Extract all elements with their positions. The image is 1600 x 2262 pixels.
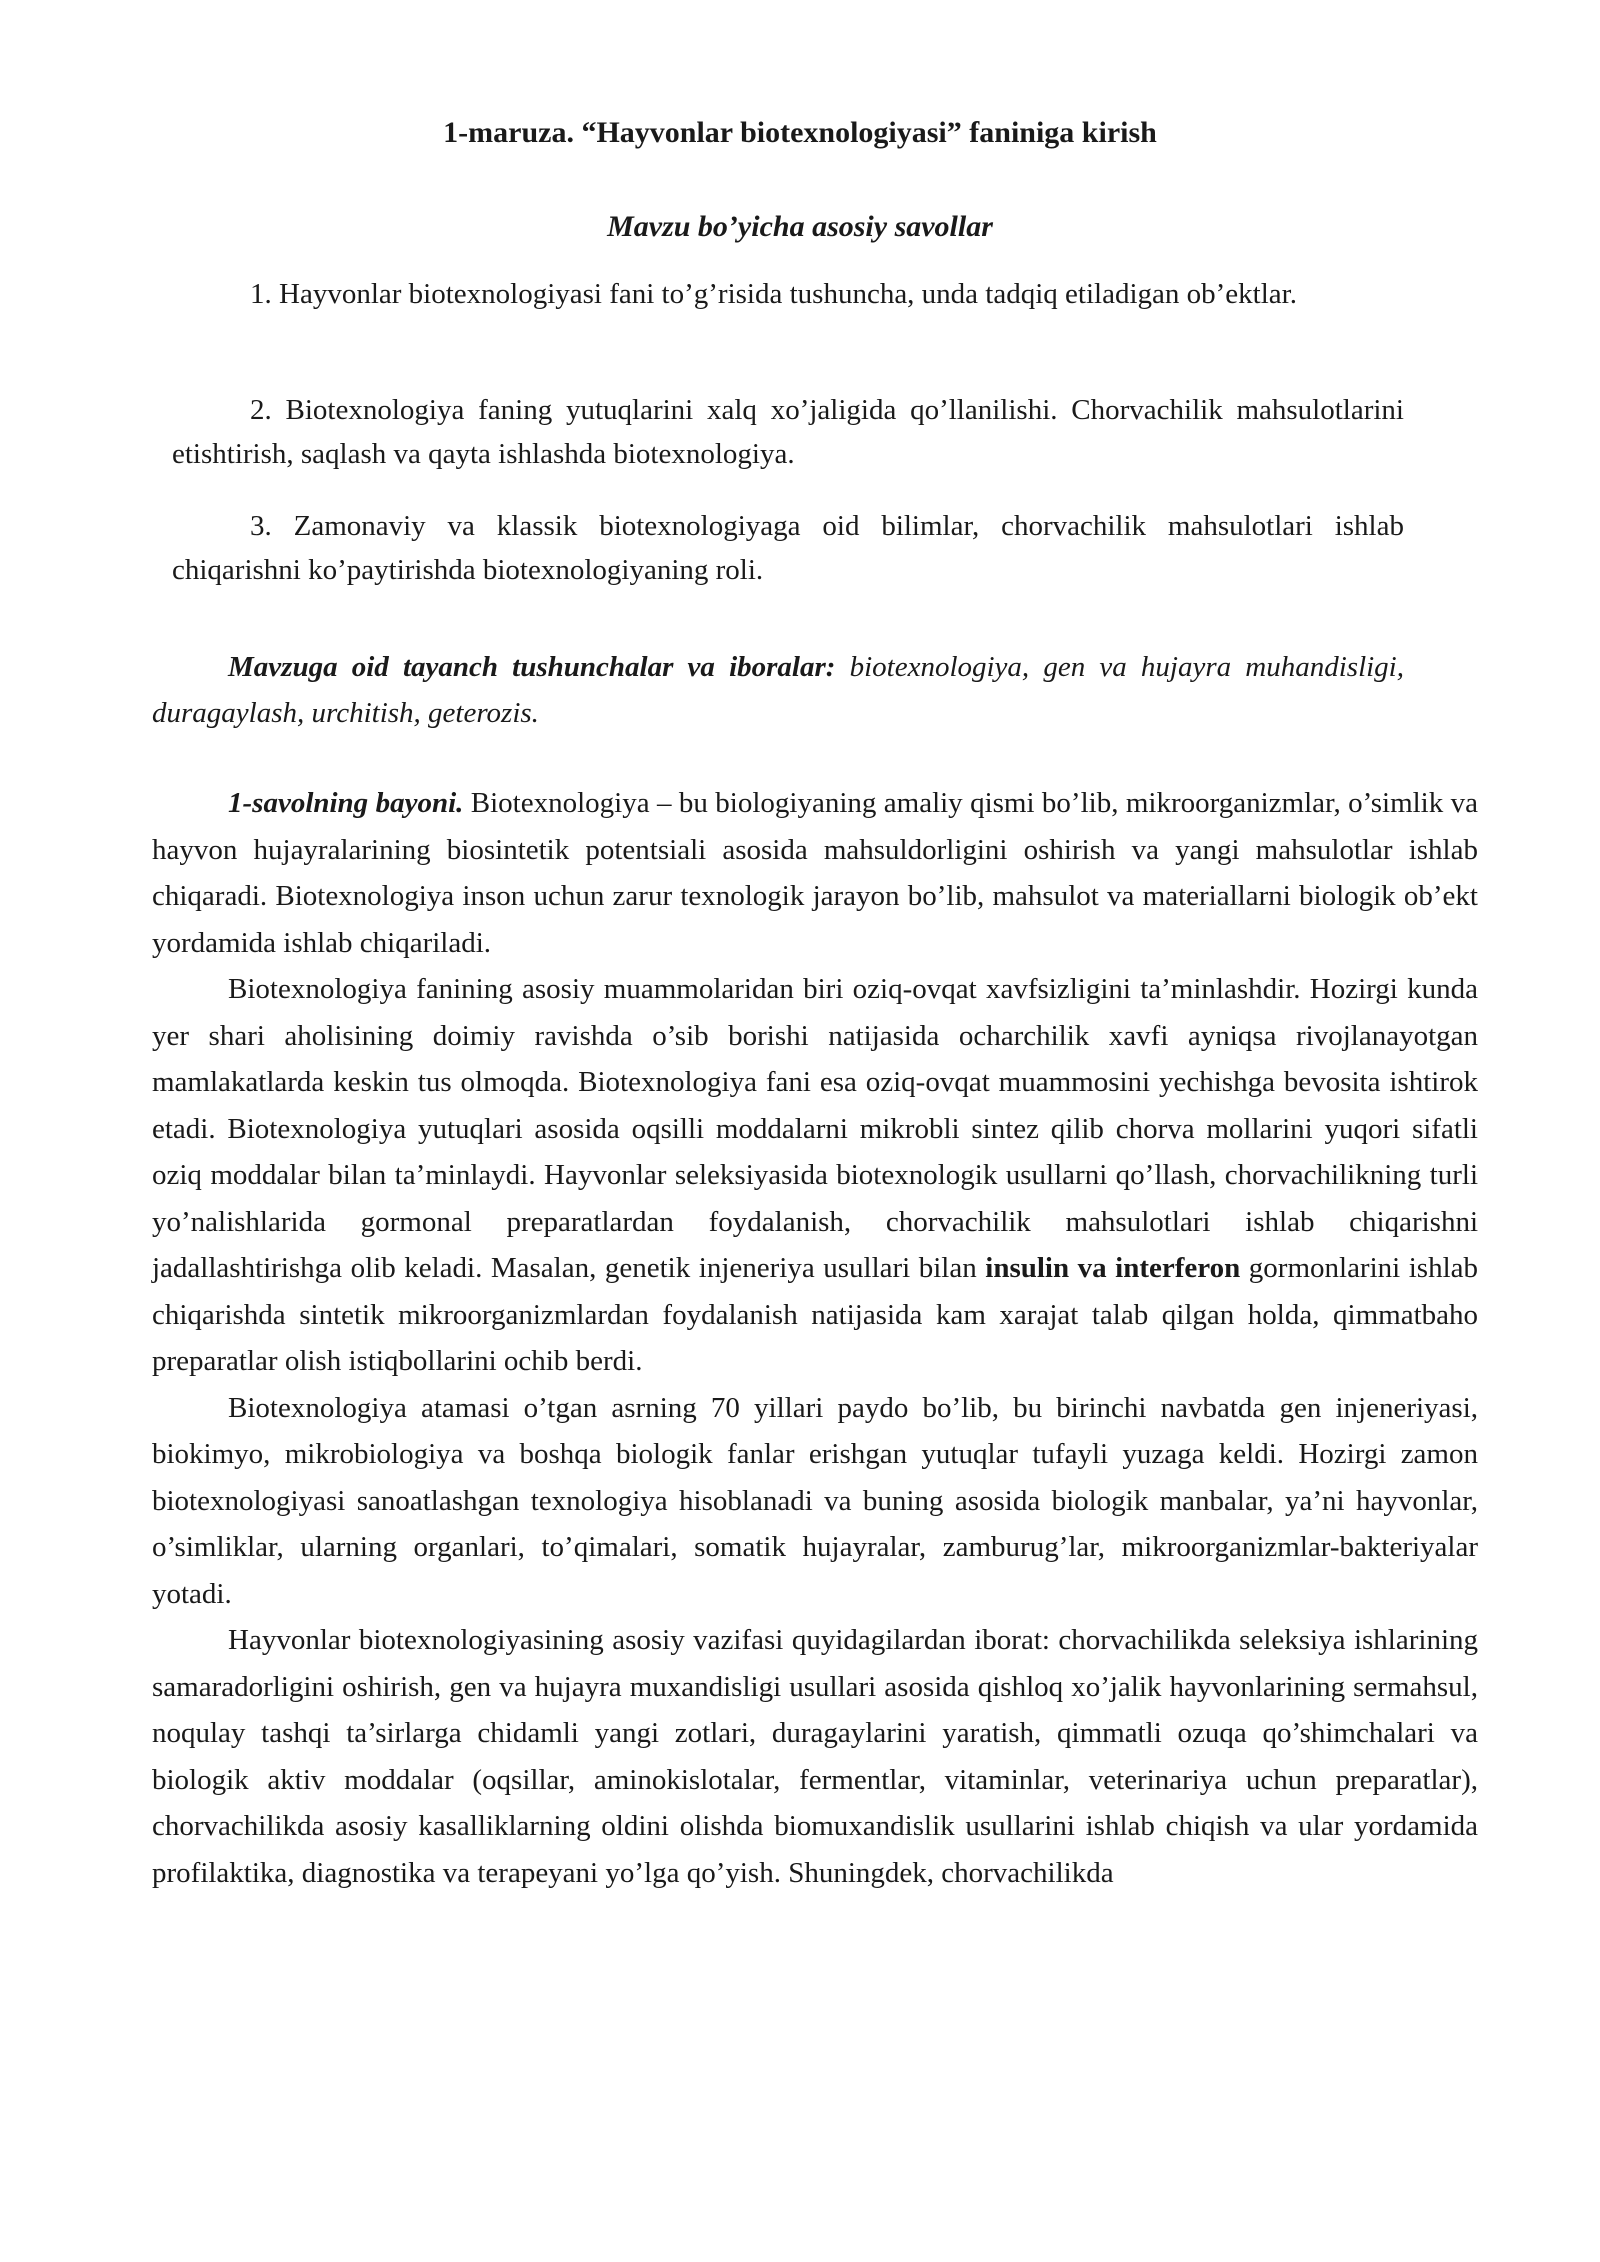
paragraph-2 [152,966,1478,1385]
question-3: 3. Zamonaviy va klassik biotexnologiyaga oid bilimlar, chorvachilik mahsulotlari ishlab chiqarishni ko’paytirishda biotexnologiyaning roli. [172,510,1404,586]
paragraph-1 [152,780,1478,966]
question-1: 1. Hayvonlar biotexnologiyasi fani to’g’risida tushuncha, unda tadqiq etiladigan ob’ektlar. [250,278,1297,310]
paragraph-2-text-a: Biotexnologiya fanining asosiy muammolaridan biri oziq-ovqat xavfsizligini ta’minlashdir. Hozirgi kunda yer shari aholisining doimiy ravishda o’sib borishi natijasida ocharchilik xavfi ayniqsa rivojlanayotgan mamlakatlarda keskin tus olmoqda. Biotexnologiya fani esa oziq-ovqat muammosini yechishga bevosita ishtirok etadi. Biotexnologiya yutuqlari asosida oqsilli moddalarni mikrobli sintez qilib chorva mollarini yuqori sifatli oziq moddalar bilan ta’minlaydi. Hayvonlar seleksiyasida biotexnologik usullarni qo’llash, chorvachilikning turli yo’nalishlarida gormonal preparatlardan foydalanish, chorvachilik mahsulotlari ishlab chiqarishni jadallashtirishga olib keladi. Masalan, genetik injeneriya usullari bilan [152,973,1478,1284]
question-2: 2. Biotexnologiya faning yutuqlarini xalq xo’jaligida qo’llanilishi. Chorvachilik mahsulotlarini etishtirish, saqlash va qayta ishlashda biotexnologiya. [172,394,1404,470]
question-1-lead: 1-savolning bayoni. [228,787,464,819]
lecture-title: 1-maruza. “Hayvonlar biotexnologiyasi” faniniga kirish [443,116,1157,149]
keywords-text: biotexnologiya, gen va hujayra muhandisligi, duragaylash, urchitish, geterozis. [152,651,1404,729]
paragraph-2-bold-term: insulin va interferon [985,1252,1241,1284]
section-subtitle: Mavzu bo’yicha asosiy savollar [607,210,993,243]
paragraph-2-text-b: gormonlarini ishlab chiqarishda sintetik mikroorganizmlardan foydalanish natijasida kam xarajat talab qilgan holda, qimmatbaho preparatlar olish istiqbollarini ochib berdi. [152,1252,1479,1377]
paragraph-3: Biotexnologiya atamasi o’tgan asrning 70 yillari paydo bo’lib, bu birinchi navbatda gen injeneriyasi, biokimyo, mikrobiologiya va boshqa biologik fanlar erishgan yutuqlar tufayli yuzaga keldi. Hozirgi zamon biotexnologiyasi sanoatlashgan texnologiya hisoblanadi va buning asosida biologik manbalar, ya’ni hayvonlar, o’simliklar, ularning organlari, to’qimalari, somatik hujayralar, zamburug’lar, mikroorganizmlar-bakteriyalar yotadi. [152,1391,1478,1610]
body-text [152,780,1478,1896]
paragraph-1-text: Biotexnologiya – bu biologiyaning amaliy qismi bo’lib, mikroorganizmlar, o’simlik va hayvon hujayralarining biosintetik potentsiali asosida mahsuldorligini oshirish va yangi mahsulotlar ishlab chiqaradi. Biotexnologiya inson uchun zarur texnologik jarayon bo’lib, mahsulot va materiallarni biologik ob’ekt yordamida ishlab chiqariladi. [152,787,1478,959]
keywords-paragraph [152,644,1404,736]
paragraph-4: Hayvonlar biotexnologiyasining asosiy vazifasi quyidagilardan iborat: chorvachilikda seleksiya ishlarining samaradorligini oshirish, gen va hujayra muxandisligi usullari asosida qishloq xo’jalik hayvonlarining sermahsul, noqulay tashqi ta’sirlarga chidamli yangi zotlari, duragaylarini yaratish, qimmatli ozuqa qo’shimchalari va biologik aktiv moddalar (oqsillar, aminokislotalar, fermentlar, vitaminlar, veterinariya uchun preparatlar), chorvachilikda asosiy kasalliklarning oldini olishda biomuxandislik usullarini ishlab chiqish va ular yordamida profilaktika, diagnostika va terapeyani yo’lga qo’yish. Shuningdek, chorvachilikda [152,1624,1478,1889]
keywords-label: Mavzuga oid tayanch tushunchalar va iboralar: [228,651,836,683]
